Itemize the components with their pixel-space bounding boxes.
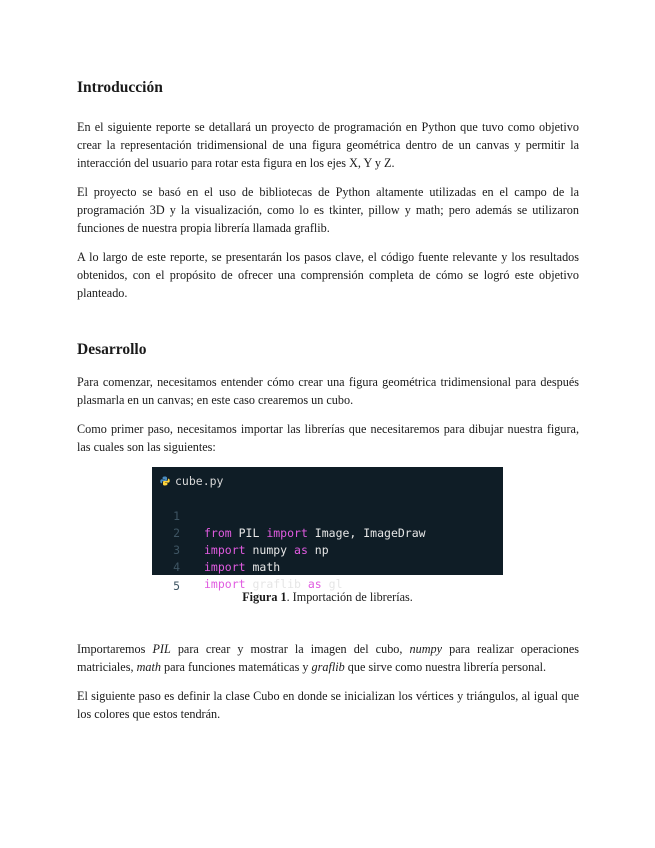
lib-math: math (136, 660, 161, 674)
text-run: para crear y mostrar la imagen del cubo, (170, 642, 410, 656)
code-keyword: as (294, 543, 308, 557)
intro-paragraph-1: En el siguiente reporte se detallará un proyecto de programación en Python que tuvo como objetivo crear la representación tridimensional de una figura geométrica dentro de un canvas y permitir la interacción del usuario para rotar esta figura en los ejes X, Y y Z. (77, 120, 579, 170)
after-figure-content (77, 640, 579, 723)
code-keyword: from (204, 526, 232, 540)
line-number: 1 (173, 509, 180, 523)
code-module: math (245, 560, 281, 574)
lib-graflib: graflib (311, 660, 345, 674)
code-tab (160, 473, 223, 489)
heading-introduccion: Introducción (77, 79, 163, 96)
line-number: 4 (173, 560, 180, 574)
text-run: para realizar operaciones matriciales, (77, 642, 580, 674)
code-line (152, 491, 503, 540)
line-number: 3 (173, 543, 180, 557)
figure-caption (0, 588, 655, 606)
desarrollo-paragraph-2: Como primer paso, necesitamos importar las librerías que necesitaremos para dibujar nuestra figura, las cuales son las siguientes: (77, 422, 579, 454)
heading-desarrollo: Desarrollo (77, 341, 147, 358)
figure-caption-text: . Importación de librerías. (286, 590, 413, 604)
code-rest: gl (321, 577, 343, 591)
code-rest: np (307, 543, 329, 557)
code-filename: cube.py (175, 474, 224, 488)
code-module: graflib (245, 577, 308, 591)
text-run: Importaremos (77, 642, 153, 656)
code-keyword: import (204, 543, 246, 557)
lib-numpy: numpy (409, 642, 443, 656)
desarrollo-paragraph-1: Para comenzar, necesitamos entender cómo crear una figura geométrica tridimensional para después plasmarla en un canvas; en este caso crearemos un cubo. (77, 375, 579, 407)
line-number: 5 (173, 579, 180, 593)
code-keyword: import (204, 560, 246, 574)
code-keyword: import (266, 526, 308, 540)
code-keyword: import (204, 577, 246, 591)
code-screenshot (152, 467, 503, 593)
figure-label: Figura 1 (242, 590, 287, 604)
python-file-icon (160, 474, 170, 484)
lib-pil: PIL (152, 642, 171, 656)
code-rest: Image, ImageDraw (307, 526, 426, 540)
code-keyword: as (307, 577, 322, 591)
line-number: 2 (173, 526, 180, 540)
text-run: que sirve como nuestra librería personal. (344, 660, 547, 674)
intro-paragraph-3: A lo largo de este reporte, se presentarán los pasos clave, el código fuente relevante y los resultados obtenidos, con el propósito de ofrecer una comprensión completa de cómo se logró este objetivo planteado. (77, 250, 579, 300)
main-content (77, 70, 579, 456)
intro-paragraph-2: El proyecto se basó en el uso de bibliotecas de Python altamente utilizadas en el campo de la programación 3D y la visualización, como lo es tkinter, pillow y math; pero además se utilizaron funciones de nuestra propia librería llamada graflib. (77, 185, 579, 235)
code-module: numpy (245, 543, 295, 557)
class-cubo-paragraph: El siguiente paso es definir la clase Cubo en donde se inicializan los vértices y triángulos, al igual que los colores que estos tendrán. (77, 689, 579, 721)
code-module: PIL (231, 526, 267, 540)
imports-paragraph (77, 640, 579, 676)
text-run: para funciones matemáticas y (160, 660, 312, 674)
